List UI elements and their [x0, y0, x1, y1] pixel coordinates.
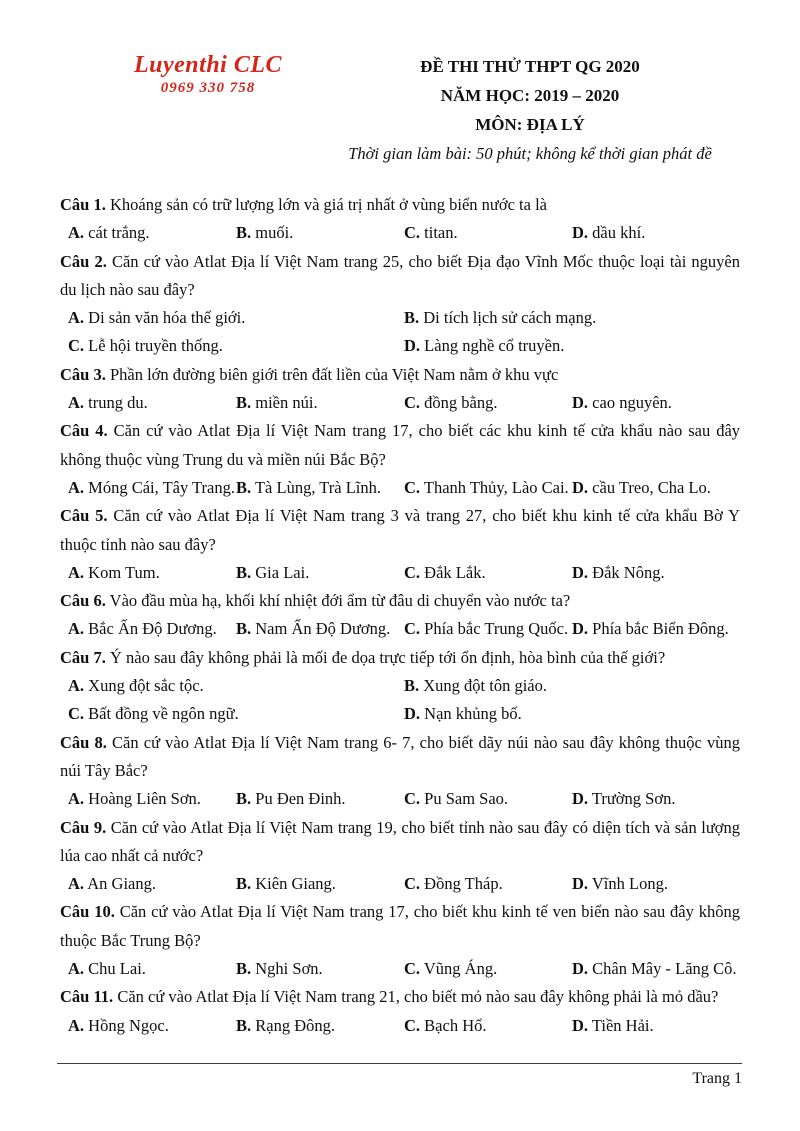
option-text: Xung đột tôn giáo.	[423, 676, 548, 696]
option-text: Nghi Sơn.	[255, 959, 323, 979]
option-text: Móng Cái, Tây Trang.	[88, 477, 236, 497]
options-row	[60, 559, 740, 587]
option-text: Hồng Ngọc.	[88, 1015, 169, 1035]
option-letter: A.	[68, 393, 85, 413]
question-text	[60, 361, 740, 389]
options-row	[60, 474, 740, 502]
options-row	[60, 672, 740, 729]
option-text: trung du.	[88, 393, 148, 413]
question-text	[60, 248, 740, 305]
questions-list	[60, 191, 740, 1040]
option-letter: C.	[68, 704, 85, 724]
option-text: Bất đồng về ngôn ngữ.	[88, 704, 239, 724]
option-letter: C.	[404, 393, 421, 413]
option-text: Tiền Hải.	[591, 1015, 654, 1035]
question-text	[60, 587, 740, 615]
option-text: cao nguyên.	[592, 393, 672, 413]
option-text: Kom Tum.	[88, 562, 160, 582]
question-block	[60, 814, 740, 899]
option-text: An Giang.	[87, 874, 157, 894]
answer-option[interactable]	[68, 785, 236, 813]
answer-option[interactable]	[572, 219, 740, 247]
option-text: Đắk Lắk.	[424, 562, 486, 582]
option-text: cầu Treo, Cha Lo.	[592, 477, 711, 497]
question-body: Vào đầu mùa hạ, khối khí nhiệt đới ẩm từ đâu di chuyển vào nước ta?	[109, 591, 571, 611]
answer-option[interactable]	[236, 1012, 404, 1040]
answer-option[interactable]	[404, 615, 572, 643]
answer-option[interactable]	[68, 332, 404, 360]
option-letter: C.	[404, 874, 421, 894]
option-text: Phía bắc Trung Quốc.	[424, 619, 569, 639]
answer-option[interactable]	[404, 304, 740, 332]
question-number: Câu 3.	[60, 364, 106, 384]
options-row	[60, 955, 740, 983]
option-letter: D.	[404, 336, 421, 356]
question-number: Câu 4.	[60, 421, 108, 441]
logo-phone: 0969 330 758	[160, 80, 256, 96]
answer-option[interactable]	[404, 955, 572, 983]
question-block	[60, 361, 740, 418]
answer-option[interactable]	[404, 870, 572, 898]
answer-option[interactable]	[404, 219, 572, 247]
option-text: Kiên Giang.	[255, 874, 336, 894]
question-number: Câu 5.	[60, 506, 108, 526]
option-letter: B.	[236, 223, 252, 243]
question-body: Căn cứ vào Atlat Địa lí Việt Nam trang 17, cho biết khu kinh tế ven biển nào sau đây không thuộc Bắc Trung Bộ?	[60, 902, 740, 950]
answer-option[interactable]	[572, 474, 740, 502]
question-number: Câu 10.	[60, 902, 115, 922]
option-letter: A.	[68, 789, 85, 809]
option-letter: B.	[236, 619, 252, 639]
question-block	[60, 983, 740, 1040]
option-text: Nam Ấn Độ Dương.	[255, 619, 391, 639]
question-block	[60, 898, 740, 983]
option-letter: B.	[404, 676, 420, 696]
option-letter: B.	[236, 1015, 252, 1035]
footer-divider	[57, 1063, 742, 1064]
option-text: Bạch Hổ.	[424, 1015, 487, 1035]
answer-option[interactable]	[68, 389, 236, 417]
answer-option[interactable]	[236, 870, 404, 898]
question-block	[60, 502, 740, 587]
question-body: Khoáng sản có trữ lượng lớn và giá trị nhất ở vùng biển nước ta là	[109, 195, 547, 214]
option-text: Pu Sam Sao.	[424, 789, 509, 809]
option-text: muối.	[255, 223, 294, 243]
answer-option[interactable]	[404, 1012, 572, 1040]
answer-option[interactable]	[68, 559, 236, 587]
exam-header	[320, 52, 740, 169]
answer-option[interactable]	[236, 559, 404, 587]
option-letter: A.	[68, 619, 85, 639]
answer-option[interactable]	[236, 785, 404, 813]
answer-option[interactable]	[572, 785, 740, 813]
option-text: Vĩnh Long.	[591, 874, 668, 894]
option-letter: B.	[236, 959, 252, 979]
answer-option[interactable]	[68, 615, 236, 643]
options-row	[60, 1012, 740, 1040]
question-block	[60, 248, 740, 361]
option-letter: C.	[404, 223, 421, 243]
answer-option[interactable]	[68, 219, 236, 247]
question-body: Phần lớn đường biên giới trên đất liền của Việt Nam nằm ở khu vực	[109, 364, 559, 384]
option-letter: B.	[236, 789, 252, 809]
question-body: Căn cứ vào Atlat Địa lí Việt Nam trang 3 và trang 27, cho biết khu kinh tế cửa khẩu Bờ Y thuộc tỉnh nào sau đây?	[60, 506, 741, 554]
option-letter: D.	[572, 619, 589, 639]
answer-option[interactable]	[572, 870, 740, 898]
question-number: Câu 8.	[60, 732, 107, 752]
option-letter: A.	[68, 223, 85, 243]
option-letter: D.	[572, 477, 589, 497]
option-letter: A.	[68, 562, 85, 582]
options-row	[60, 304, 740, 361]
options-row	[60, 219, 740, 247]
question-number: Câu 2.	[60, 251, 107, 271]
option-text: Di sản văn hóa thế giới.	[88, 308, 246, 328]
option-text: Bắc Ấn Độ Dương.	[88, 619, 217, 639]
option-letter: B.	[236, 477, 252, 497]
option-letter: B.	[404, 308, 420, 328]
answer-option[interactable]	[236, 219, 404, 247]
option-letter: D.	[572, 789, 589, 809]
question-body: Ý nào sau đây không phải là mối đe dọa trực tiếp tới ổn định, hòa bình của thế giới?	[109, 647, 666, 667]
option-letter: C.	[404, 959, 421, 979]
answer-option[interactable]	[404, 785, 572, 813]
option-text: Vũng Áng.	[423, 959, 498, 979]
question-text	[60, 502, 740, 559]
answer-option[interactable]	[236, 389, 404, 417]
question-block	[60, 417, 740, 502]
options-row	[60, 615, 740, 643]
answer-option[interactable]	[68, 700, 404, 728]
answer-option[interactable]	[236, 615, 404, 643]
answer-option[interactable]	[236, 474, 404, 502]
question-text	[60, 983, 740, 1011]
options-row	[60, 785, 740, 813]
option-text: Pu Đen Đinh.	[255, 789, 346, 809]
option-letter: D.	[572, 959, 589, 979]
answer-option[interactable]	[404, 672, 740, 700]
answer-option[interactable]	[68, 870, 236, 898]
option-text: Xung đột sắc tộc.	[88, 676, 204, 696]
question-number: Câu 6.	[60, 591, 106, 611]
option-text: dầu khí.	[592, 223, 646, 243]
question-block	[60, 587, 740, 644]
question-text	[60, 417, 740, 474]
options-row	[60, 389, 740, 417]
option-letter: A.	[68, 959, 85, 979]
school-year: NĂM HỌC: 2019 – 2020	[440, 86, 620, 105]
answer-option[interactable]	[572, 559, 740, 587]
answer-option[interactable]	[404, 332, 740, 360]
option-text: Thanh Thủy, Lào Cai.	[423, 477, 569, 497]
question-number: Câu 11.	[60, 987, 114, 1007]
option-text: Đồng Tháp.	[424, 874, 503, 894]
answer-option[interactable]	[68, 672, 404, 700]
answer-option[interactable]	[404, 559, 572, 587]
option-letter: A.	[68, 308, 85, 328]
answer-option[interactable]	[572, 955, 740, 983]
answer-option[interactable]	[68, 955, 236, 983]
option-letter: D.	[572, 1015, 589, 1035]
option-text: Rạng Đông.	[255, 1015, 336, 1035]
option-letter: B.	[236, 562, 252, 582]
option-letter: D.	[572, 562, 589, 582]
option-text: Trường Sơn.	[591, 789, 676, 809]
option-text: Chân Mây - Lăng Cô.	[592, 959, 737, 979]
subject-title: MÔN: ĐỊA LÝ	[475, 115, 585, 134]
question-body: Căn cứ vào Atlat Địa lí Việt Nam trang 6- 7, cho biết dãy núi nào sau đây không thuộc vùng núi Tây Bắc?	[60, 732, 741, 780]
question-body: Căn cứ vào Atlat Địa lí Việt Nam trang 17, cho biết các khu kinh tế cửa khẩu nào sau đây không thuộc vùng Trung du và miền núi Bắc Bộ?	[60, 421, 741, 469]
option-letter: C.	[404, 1015, 421, 1035]
page-number: Trang 1	[692, 1070, 742, 1087]
question-text	[60, 814, 740, 871]
answer-option[interactable]	[572, 1012, 740, 1040]
option-letter: C.	[404, 562, 421, 582]
question-number: Câu 9.	[60, 817, 107, 837]
question-text	[60, 898, 740, 955]
question-text	[60, 729, 740, 786]
option-letter: A.	[68, 874, 85, 894]
option-text: titan.	[424, 223, 458, 243]
option-letter: A.	[68, 477, 85, 497]
question-text	[60, 644, 740, 672]
answer-option[interactable]	[236, 955, 404, 983]
options-row	[60, 870, 740, 898]
option-text: Chu Lai.	[88, 959, 146, 979]
option-text: đồng bằng.	[424, 393, 498, 413]
option-text: Gia Lai.	[255, 562, 310, 582]
option-letter: A.	[68, 676, 85, 696]
question-block	[60, 191, 740, 248]
answer-option[interactable]	[404, 389, 572, 417]
option-text: Lễ hội truyền thống.	[88, 336, 223, 356]
option-letter: D.	[572, 393, 589, 413]
question-body: Căn cứ vào Atlat Địa lí Việt Nam trang 25, cho biết Địa đạo Vĩnh Mốc thuộc loại tài nguyên du lịch nào sau đây?	[60, 251, 741, 299]
answer-option[interactable]	[68, 474, 236, 502]
option-text: Phía bắc Biển Đông.	[592, 619, 729, 639]
answer-option[interactable]	[68, 304, 404, 332]
answer-option[interactable]	[572, 389, 740, 417]
option-letter: D.	[572, 223, 589, 243]
option-letter: C.	[404, 477, 421, 497]
option-letter: C.	[68, 336, 85, 356]
option-letter: D.	[404, 704, 421, 724]
option-letter: B.	[236, 874, 252, 894]
question-number: Câu 7.	[60, 647, 106, 667]
option-text: miền núi.	[255, 393, 318, 413]
option-text: Tà Lùng, Trà Lĩnh.	[254, 477, 382, 497]
option-letter: B.	[236, 393, 252, 413]
option-text: Di tích lịch sử cách mạng.	[423, 308, 597, 328]
answer-option[interactable]	[404, 700, 740, 728]
option-text: cát trắng.	[88, 223, 150, 243]
question-number: Câu 1.	[60, 195, 106, 214]
answer-option[interactable]	[68, 1012, 236, 1040]
question-block	[60, 729, 740, 814]
logo-text: Luyenthi CLC	[133, 52, 283, 78]
option-letter: C.	[404, 789, 421, 809]
question-block	[60, 644, 740, 729]
option-text: Nạn khủng bố.	[424, 704, 522, 724]
answer-option[interactable]	[572, 615, 740, 643]
question-body: Căn cứ vào Atlat Địa lí Việt Nam trang 19, cho biết tỉnh nào sau đây có diện tích và sản lượng lúa cao nhất cả nước?	[60, 817, 741, 865]
logo	[118, 52, 298, 97]
answer-option[interactable]	[404, 474, 572, 502]
exam-title: ĐỀ THI THỬ THPT QG 2020	[420, 57, 640, 76]
option-text: Hoàng Liên Sơn.	[88, 789, 201, 809]
option-text: Làng nghề cổ truyền.	[424, 336, 565, 356]
question-body: Căn cứ vào Atlat Địa lí Việt Nam trang 21, cho biết mỏ nào sau đây không phải là mỏ dầu?	[117, 987, 719, 1007]
duration-note: Thời gian làm bài: 50 phút; không kể thời gian phát đề	[348, 144, 712, 163]
option-letter: A.	[68, 1015, 85, 1035]
question-text	[60, 191, 740, 219]
option-letter: C.	[404, 619, 421, 639]
option-letter: D.	[572, 874, 589, 894]
option-text: Đắk Nông.	[592, 562, 665, 582]
